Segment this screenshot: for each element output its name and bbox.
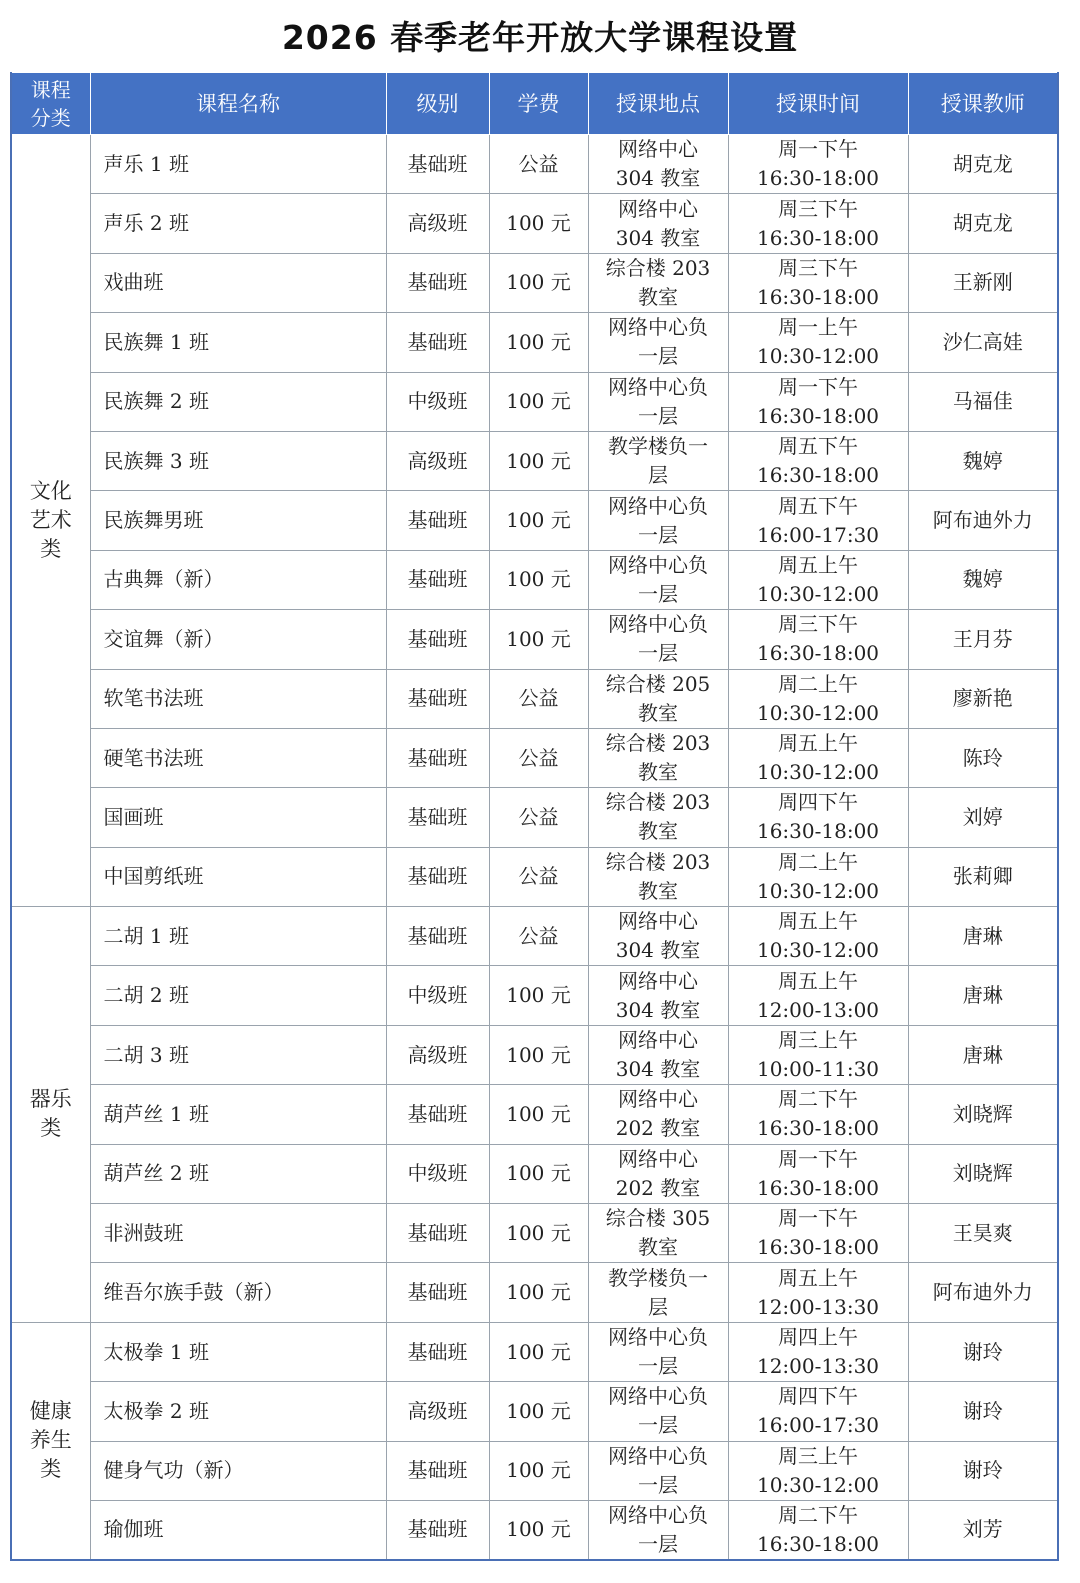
teacher-cell: 魏婷 <box>908 431 1058 490</box>
time-cell: 周五上午 12:00-13:30 <box>728 1263 908 1322</box>
location-cell: 网络中心负 一层 <box>588 313 728 372</box>
header-teacher: 授课教师 <box>908 73 1058 135</box>
page-title: 2026 春季老年开放大学课程设置 <box>281 18 799 57</box>
header-name: 课程名称 <box>90 73 386 135</box>
fee-cell: 100 元 <box>489 1204 588 1263</box>
course-name-cell: 非洲鼓班 <box>90 1204 386 1263</box>
time-cell: 周二下午 16:30-18:00 <box>728 1500 908 1560</box>
teacher-cell: 谢玲 <box>908 1322 1058 1381</box>
level-cell: 基础班 <box>386 907 489 966</box>
teacher-cell: 唐琳 <box>908 966 1058 1025</box>
course-name-cell: 太极拳 2 班 <box>90 1382 386 1441</box>
course-name-cell: 声乐 1 班 <box>90 135 386 194</box>
time-cell: 周一上午 10:30-12:00 <box>728 313 908 372</box>
table-row <box>11 907 1058 966</box>
teacher-cell: 胡克龙 <box>908 135 1058 194</box>
course-name-cell: 二胡 2 班 <box>90 966 386 1025</box>
time-cell: 周五下午 16:00-17:30 <box>728 491 908 550</box>
fee-cell: 100 元 <box>489 313 588 372</box>
course-name-cell: 古典舞（新） <box>90 550 386 609</box>
location-cell: 网络中心 304 教室 <box>588 135 728 194</box>
fee-cell: 公益 <box>489 907 588 966</box>
table-row <box>11 728 1058 787</box>
level-cell: 中级班 <box>386 966 489 1025</box>
table-row <box>11 491 1058 550</box>
teacher-cell: 谢玲 <box>908 1382 1058 1441</box>
teacher-cell: 沙仁高娃 <box>908 313 1058 372</box>
category-label: 文化 艺术 类 <box>29 479 72 562</box>
header-level: 级别 <box>386 73 489 135</box>
level-cell: 基础班 <box>386 1322 489 1381</box>
fee-cell: 100 元 <box>489 1322 588 1381</box>
teacher-cell: 唐琳 <box>908 1025 1058 1084</box>
table-body <box>11 135 1058 1560</box>
fee-cell: 公益 <box>489 669 588 728</box>
location-cell: 网络中心负 一层 <box>588 610 728 669</box>
location-cell: 教学楼负一 层 <box>588 431 728 490</box>
teacher-cell: 王月芬 <box>908 610 1058 669</box>
time-cell: 周五上午 12:00-13:00 <box>728 966 908 1025</box>
teacher-cell: 胡克龙 <box>908 194 1058 253</box>
table-row <box>11 372 1058 431</box>
fee-cell: 100 元 <box>489 1085 588 1144</box>
header-category-label: 课程 分类 <box>30 77 71 130</box>
time-cell: 周一下午 16:30-18:00 <box>728 1144 908 1203</box>
table-row <box>11 1441 1058 1500</box>
teacher-cell: 阿布迪外力 <box>908 1263 1058 1322</box>
table-row <box>11 1144 1058 1203</box>
teacher-cell: 刘婷 <box>908 788 1058 847</box>
location-cell: 网络中心 304 教室 <box>588 1025 728 1084</box>
level-cell: 基础班 <box>386 728 489 787</box>
course-name-cell: 民族舞男班 <box>90 491 386 550</box>
level-cell: 基础班 <box>386 253 489 312</box>
level-cell: 中级班 <box>386 372 489 431</box>
table-row <box>11 610 1058 669</box>
table-row <box>11 1204 1058 1263</box>
location-cell: 网络中心负 一层 <box>588 1500 728 1560</box>
time-cell: 周三上午 10:30-12:00 <box>728 1441 908 1500</box>
table-row <box>11 135 1058 194</box>
fee-cell: 100 元 <box>489 966 588 1025</box>
course-name-cell: 二胡 3 班 <box>90 1025 386 1084</box>
level-cell: 基础班 <box>386 1441 489 1500</box>
location-cell: 综合楼 205 教室 <box>588 669 728 728</box>
fee-cell: 100 元 <box>489 1441 588 1500</box>
fee-cell: 100 元 <box>489 372 588 431</box>
time-cell: 周一下午 16:30-18:00 <box>728 1204 908 1263</box>
time-cell: 周一下午 16:30-18:00 <box>728 372 908 431</box>
location-cell: 网络中心 202 教室 <box>588 1085 728 1144</box>
time-cell: 周四上午 12:00-13:30 <box>728 1322 908 1381</box>
table-row <box>11 1263 1058 1322</box>
table-row <box>11 1322 1058 1381</box>
level-cell: 基础班 <box>386 1263 489 1322</box>
fee-cell: 100 元 <box>489 1144 588 1203</box>
teacher-cell: 陈玲 <box>908 728 1058 787</box>
time-cell: 周五上午 10:30-12:00 <box>728 550 908 609</box>
location-cell: 网络中心 202 教室 <box>588 1144 728 1203</box>
table-row <box>11 847 1058 906</box>
time-cell: 周五上午 10:30-12:00 <box>728 907 908 966</box>
header-time: 授课时间 <box>728 73 908 135</box>
time-cell: 周二下午 16:30-18:00 <box>728 1085 908 1144</box>
course-name-cell: 民族舞 3 班 <box>90 431 386 490</box>
time-cell: 周三下午 16:30-18:00 <box>728 194 908 253</box>
location-cell: 网络中心负 一层 <box>588 1441 728 1500</box>
header-fee: 学费 <box>489 73 588 135</box>
time-cell: 周四下午 16:30-18:00 <box>728 788 908 847</box>
level-cell: 基础班 <box>386 1085 489 1144</box>
level-cell: 基础班 <box>386 788 489 847</box>
course-name-cell: 民族舞 1 班 <box>90 313 386 372</box>
table-row <box>11 550 1058 609</box>
level-cell: 基础班 <box>386 491 489 550</box>
level-cell: 基础班 <box>386 1500 489 1560</box>
course-name-cell: 戏曲班 <box>90 253 386 312</box>
teacher-cell: 刘晓辉 <box>908 1144 1058 1203</box>
teacher-cell: 刘晓辉 <box>908 1085 1058 1144</box>
level-cell: 高级班 <box>386 431 489 490</box>
location-cell: 综合楼 203 教室 <box>588 788 728 847</box>
teacher-cell: 马福佳 <box>908 372 1058 431</box>
fee-cell: 公益 <box>489 847 588 906</box>
table-row <box>11 1085 1058 1144</box>
fee-cell: 100 元 <box>489 610 588 669</box>
course-name-cell: 中国剪纸班 <box>90 847 386 906</box>
location-cell: 网络中心负 一层 <box>588 491 728 550</box>
table-row <box>11 1382 1058 1441</box>
time-cell: 周三下午 16:30-18:00 <box>728 610 908 669</box>
time-cell: 周三上午 10:00-11:30 <box>728 1025 908 1084</box>
level-cell: 基础班 <box>386 135 489 194</box>
fee-cell: 100 元 <box>489 1500 588 1560</box>
level-cell: 中级班 <box>386 1144 489 1203</box>
category-cell <box>11 135 90 907</box>
course-name-cell: 葫芦丝 2 班 <box>90 1144 386 1203</box>
fee-cell: 100 元 <box>489 1025 588 1084</box>
level-cell: 高级班 <box>386 1025 489 1084</box>
level-cell: 基础班 <box>386 313 489 372</box>
table-row <box>11 669 1058 728</box>
location-cell: 网络中心负 一层 <box>588 1382 728 1441</box>
course-name-cell: 健身气功（新） <box>90 1441 386 1500</box>
fee-cell: 100 元 <box>489 194 588 253</box>
teacher-cell: 张莉卿 <box>908 847 1058 906</box>
location-cell: 网络中心 304 教室 <box>588 194 728 253</box>
level-cell: 高级班 <box>386 194 489 253</box>
table-row <box>11 788 1058 847</box>
header-location: 授课地点 <box>588 73 728 135</box>
level-cell: 基础班 <box>386 847 489 906</box>
table-row <box>11 253 1058 312</box>
level-cell: 基础班 <box>386 610 489 669</box>
course-name-cell: 硬笔书法班 <box>90 728 386 787</box>
time-cell: 周一下午 16:30-18:00 <box>728 135 908 194</box>
table-row <box>11 431 1058 490</box>
location-cell: 网络中心 304 教室 <box>588 907 728 966</box>
fee-cell: 100 元 <box>489 1263 588 1322</box>
teacher-cell: 谢玲 <box>908 1441 1058 1500</box>
location-cell: 教学楼负一 层 <box>588 1263 728 1322</box>
location-cell: 综合楼 203 教室 <box>588 847 728 906</box>
fee-cell: 100 元 <box>489 253 588 312</box>
course-name-cell: 国画班 <box>90 788 386 847</box>
fee-cell: 100 元 <box>489 431 588 490</box>
course-name-cell: 瑜伽班 <box>90 1500 386 1560</box>
teacher-cell: 魏婷 <box>908 550 1058 609</box>
course-name-cell: 民族舞 2 班 <box>90 372 386 431</box>
teacher-cell: 王新刚 <box>908 253 1058 312</box>
table-row <box>11 1025 1058 1084</box>
table-row <box>11 966 1058 1025</box>
course-name-cell: 葫芦丝 1 班 <box>90 1085 386 1144</box>
time-cell: 周二上午 10:30-12:00 <box>728 669 908 728</box>
course-table <box>10 72 1059 1561</box>
teacher-cell: 廖新艳 <box>908 669 1058 728</box>
header-category <box>11 73 90 135</box>
time-cell: 周二上午 10:30-12:00 <box>728 847 908 906</box>
table-row <box>11 313 1058 372</box>
course-name-cell: 太极拳 1 班 <box>90 1322 386 1381</box>
time-cell: 周三下午 16:30-18:00 <box>728 253 908 312</box>
location-cell: 网络中心负 一层 <box>588 372 728 431</box>
location-cell: 网络中心负 一层 <box>588 1322 728 1381</box>
course-name-cell: 软笔书法班 <box>90 669 386 728</box>
fee-cell: 100 元 <box>489 550 588 609</box>
teacher-cell: 唐琳 <box>908 907 1058 966</box>
teacher-cell: 王昊爽 <box>908 1204 1058 1263</box>
location-cell: 综合楼 305 教室 <box>588 1204 728 1263</box>
location-cell: 综合楼 203 教室 <box>588 253 728 312</box>
fee-cell: 公益 <box>489 728 588 787</box>
location-cell: 网络中心 304 教室 <box>588 966 728 1025</box>
category-label: 健康 养生 类 <box>29 1399 72 1482</box>
time-cell: 周五下午 16:30-18:00 <box>728 431 908 490</box>
level-cell: 高级班 <box>386 1382 489 1441</box>
level-cell: 基础班 <box>386 669 489 728</box>
category-label: 器乐 类 <box>29 1087 72 1141</box>
teacher-cell: 刘芳 <box>908 1500 1058 1560</box>
course-name-cell: 交谊舞（新） <box>90 610 386 669</box>
location-cell: 综合楼 203 教室 <box>588 728 728 787</box>
teacher-cell: 阿布迪外力 <box>908 491 1058 550</box>
course-name-cell: 维吾尔族手鼓（新） <box>90 1263 386 1322</box>
time-cell: 周四下午 16:00-17:30 <box>728 1382 908 1441</box>
course-name-cell: 声乐 2 班 <box>90 194 386 253</box>
table-row <box>11 1500 1058 1560</box>
table-row <box>11 194 1058 253</box>
fee-cell: 公益 <box>489 788 588 847</box>
level-cell: 基础班 <box>386 550 489 609</box>
fee-cell: 100 元 <box>489 1382 588 1441</box>
fee-cell: 100 元 <box>489 491 588 550</box>
location-cell: 网络中心负 一层 <box>588 550 728 609</box>
course-name-cell: 二胡 1 班 <box>90 907 386 966</box>
fee-cell: 公益 <box>489 135 588 194</box>
level-cell: 基础班 <box>386 1204 489 1263</box>
header-row <box>11 73 1058 135</box>
time-cell: 周五上午 10:30-12:00 <box>728 728 908 787</box>
category-cell <box>11 907 90 1323</box>
category-cell <box>11 1322 90 1560</box>
